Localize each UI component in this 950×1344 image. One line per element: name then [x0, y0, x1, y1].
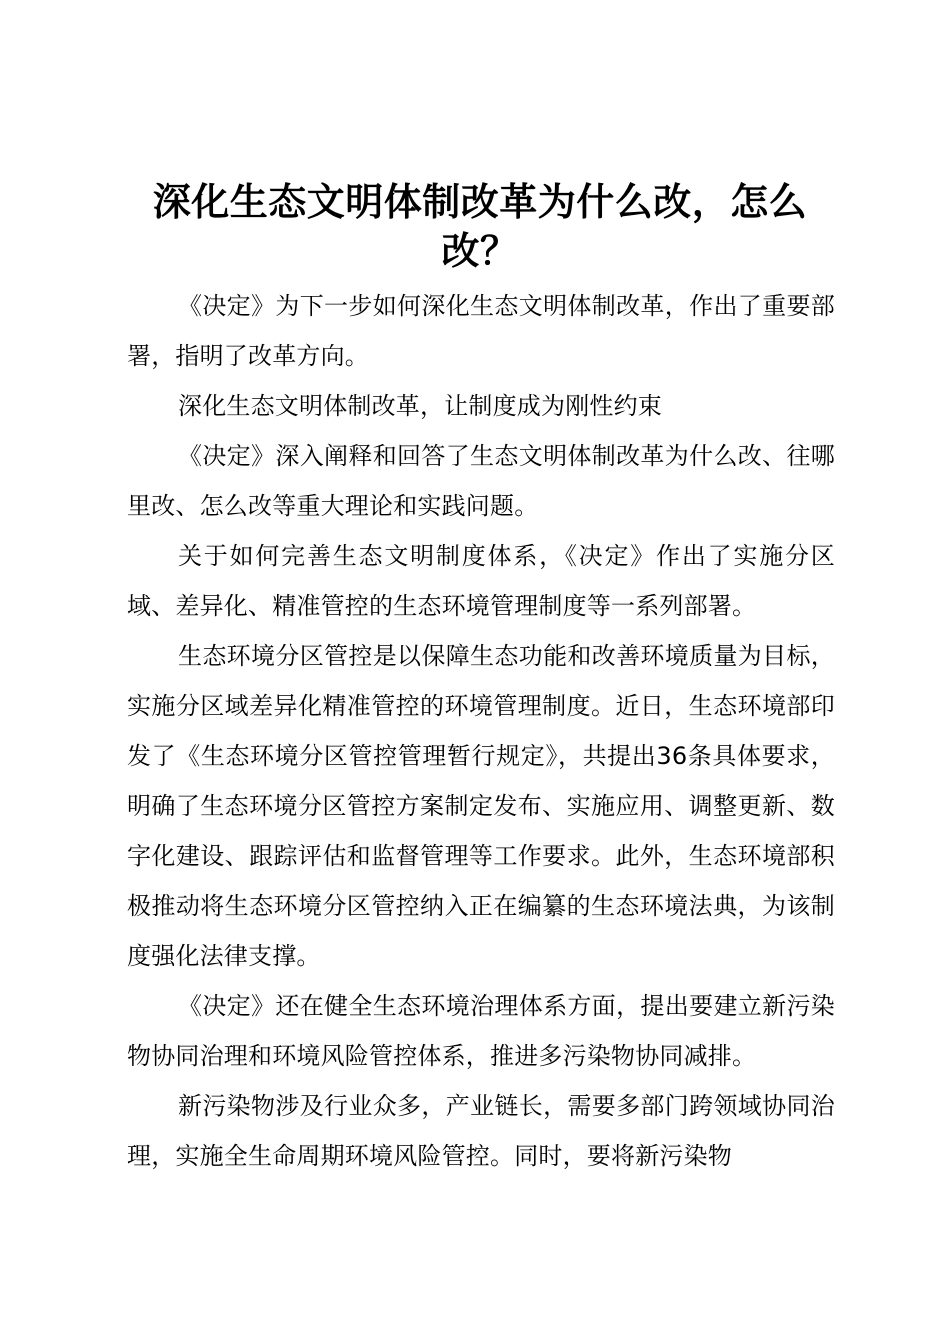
paragraph: 新污染物涉及行业众多，产业链长，需要多部门跨领域协同治理，实施全生命周期环境风险管控。同时，要将新污染物 — [127, 1092, 835, 1170]
paragraph: 《决定》还在健全生态环境治理体系方面，提出要建立新污染物协同治理和环境风险管控体系，推进多污染物协同减排。 — [127, 992, 835, 1070]
paragraph: 深化生态文明体制改革，让制度成为刚性约束 — [178, 392, 662, 420]
paragraph: 生态环境分区管控是以保障生态功能和改善环境质量为目标，实施分区域差异化精准管控的环境管理制度。近日，生态环境部印发了《生态环境分区管控管理暂行规定》，共提出36条具体要求，明确了生态环境分区管控方案制定发布、实施应用、调整更新、数字化建设、跟踪评估和监督管理等工作要求。此外，生态环境部积极推动将生态环境分区管控纳入正在编纂的生态环境法典，为该制度强化法律支撑。 — [127, 642, 835, 970]
document-title: 深化生态文明体制改革为什么改，怎么改？ — [152, 180, 808, 273]
paragraph: 关于如何完善生态文明制度体系，《决定》作出了实施分区域、差异化、精准管控的生态环境管理制度等一系列部署。 — [127, 542, 835, 620]
paragraph: 《决定》为下一步如何深化生态文明体制改革，作出了重要部署，指明了改革方向。 — [127, 292, 835, 370]
paragraph: 《决定》深入阐释和回答了生态文明体制改革为什么改、往哪里改、怎么改等重大理论和实践问题。 — [127, 442, 835, 520]
document-body — [127, 281, 835, 1181]
